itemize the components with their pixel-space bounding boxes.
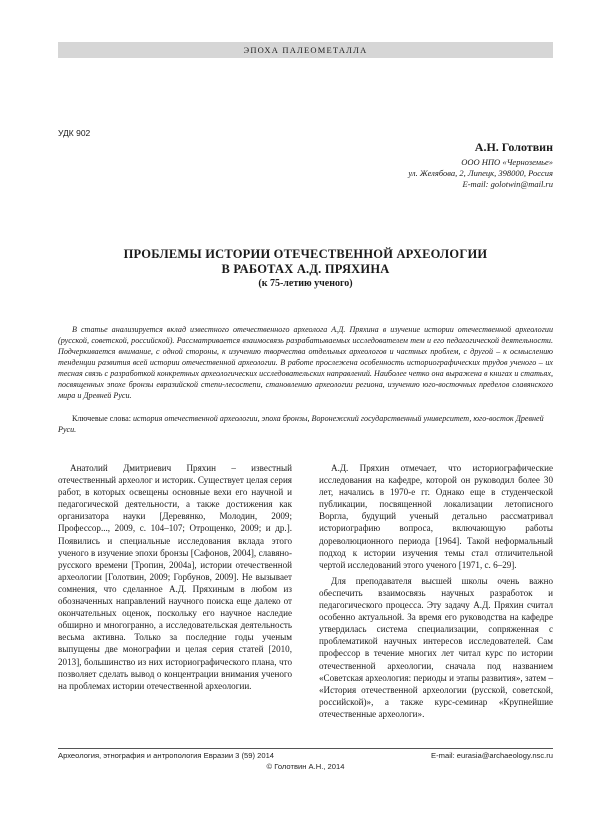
body-column-left (58, 462, 292, 696)
journal-citation: Археология, этнография и антропология Евразии 3 (59) 2014 (58, 751, 275, 760)
article-title-line-2: В РАБОТАХ А.Д. ПРЯХИНА (221, 262, 390, 276)
copyright: © Голотвин А.Н., 2014 (266, 762, 345, 771)
udk-code: УДК 902 (58, 128, 91, 138)
footer-divider (58, 748, 553, 749)
keywords-value: история отечественной археологии, эпоха бронзы, Воронежский государственный университет, юго-восток Древней Руси. (58, 414, 544, 434)
journal-email: E-mail: eurasia@archaeology.nsc.ru (431, 751, 553, 760)
article-title-line-1: ПРОБЛЕМЫ ИСТОРИИ ОТЕЧЕСТВЕННОЙ АРХЕОЛОГИИ (123, 247, 488, 261)
article-subtitle: (к 75-летию ученого) (258, 278, 353, 289)
keywords-label: Ключевые слова: (72, 414, 133, 423)
body-paragraph: Анатолий Дмитриевич Пряхин – известный отечественный археолог и историк. Существует целая серия работ, в которых освещены основные вехи его научной и педагогической деятельности, а также достижения как организатора науки [Деревянко, Молодин, 2009; Профессор..., 2009, с. 104–107; Отрощенко, 2009; и др.]. Появились и специальные исследования вклада этого ученого в изучение эпохи бронзы [Сафонов, 2004], славяно-русского времени [Тропин, 2004а], истории отечественной археологии [Голотвин, 2009; Горбунов, 2009]. Не вызывает сомнения, что сделанное А.Д. Пряхиным в любом из обозначенных направлений научного поиска еще далеко от окончательных оценок, поскольку его научное наследие обширно и многогранно, а исследовательская деятельность весьма активна. Только за последние годы ученым выпущены две монографии и целая серия статей [2010, 2013], большинство из них историографического плана, что позволяет сделать вывод о концентрации внимания ученого на проблемах истории отечественной археологии. (58, 463, 292, 691)
page-footer (58, 750, 553, 772)
body-paragraph: Для преподавателя высшей школы очень важно обеспечить взаимосвязь научных разработок и педагогического процесса. Эту задачу А.Д. Пряхин считал особенно актуальной. За время его руководства на кафедре утвердилась система специализации, сопряженная с проблематикой научных интересов исследователей. Сам профессор в течение многих лет читал курс по истории отечественной археологии, сначала под названием «Советская археология: периоды и этапы развития», затем – «История отечественной археологии (русской, советской, российской)», а также курс-семинар «Крупнейшие отечественные археологи». (319, 575, 553, 719)
author-email: E-mail: golotwin@mail.ru (462, 179, 553, 189)
article-title-block (58, 247, 553, 291)
section-title: ЭПОХА ПАЛЕОМЕТАЛЛА (243, 45, 368, 55)
author-block (408, 140, 553, 190)
body-column-right (319, 462, 553, 724)
body-paragraph: А.Д. Пряхин отмечает, что историографические исследования на кафедре, которой он руководил более 30 лет, начались в 1970-е гг. Однако еще в студенческой публикации, посвященной локализации летописного Воргла, будущий ученый детально рассматривал историографию вопроса, включающую работы дореволюционного периода [1964]. Такой неформальный подход к истории изучения темы стал отличительной чертой исследований этого ученого [1971, с. 6–29]. (319, 463, 553, 570)
keywords (58, 413, 553, 435)
author-affiliation: ООО НПО «Черноземье» (461, 157, 553, 167)
section-header (58, 42, 553, 58)
author-address: ул. Желябова, 2, Липецк, 398000, Россия (408, 168, 553, 178)
author-name: А.Н. Голотвин (474, 140, 553, 154)
abstract: В статье анализируется вклад известного отечественного археолога А.Д. Пряхина в изучение истории отечественной археологии (русской, советской, российской). Рассматривается взаимосвязь разрабатываемых исследователем тем и его педагогической деятельности. Подчеркивается внимание, с одной стороны, к изучению творчества отдельных археологов и частных проблем, с другой – к осмыслению тенденции развития всей истории отечественной археологии. В работе прослежена особенность историографических трудов ученого – их тесная связь с разработкой конкретных археологических исследовательских направлений. Наиболее четко она выражена в книгах и статьях, посвященных эпохе бронзы евразийской степи-лесостепи, становлению археологии региона, изучению юго-восточных пределов славянского мира и Древней Руси. (58, 325, 553, 400)
